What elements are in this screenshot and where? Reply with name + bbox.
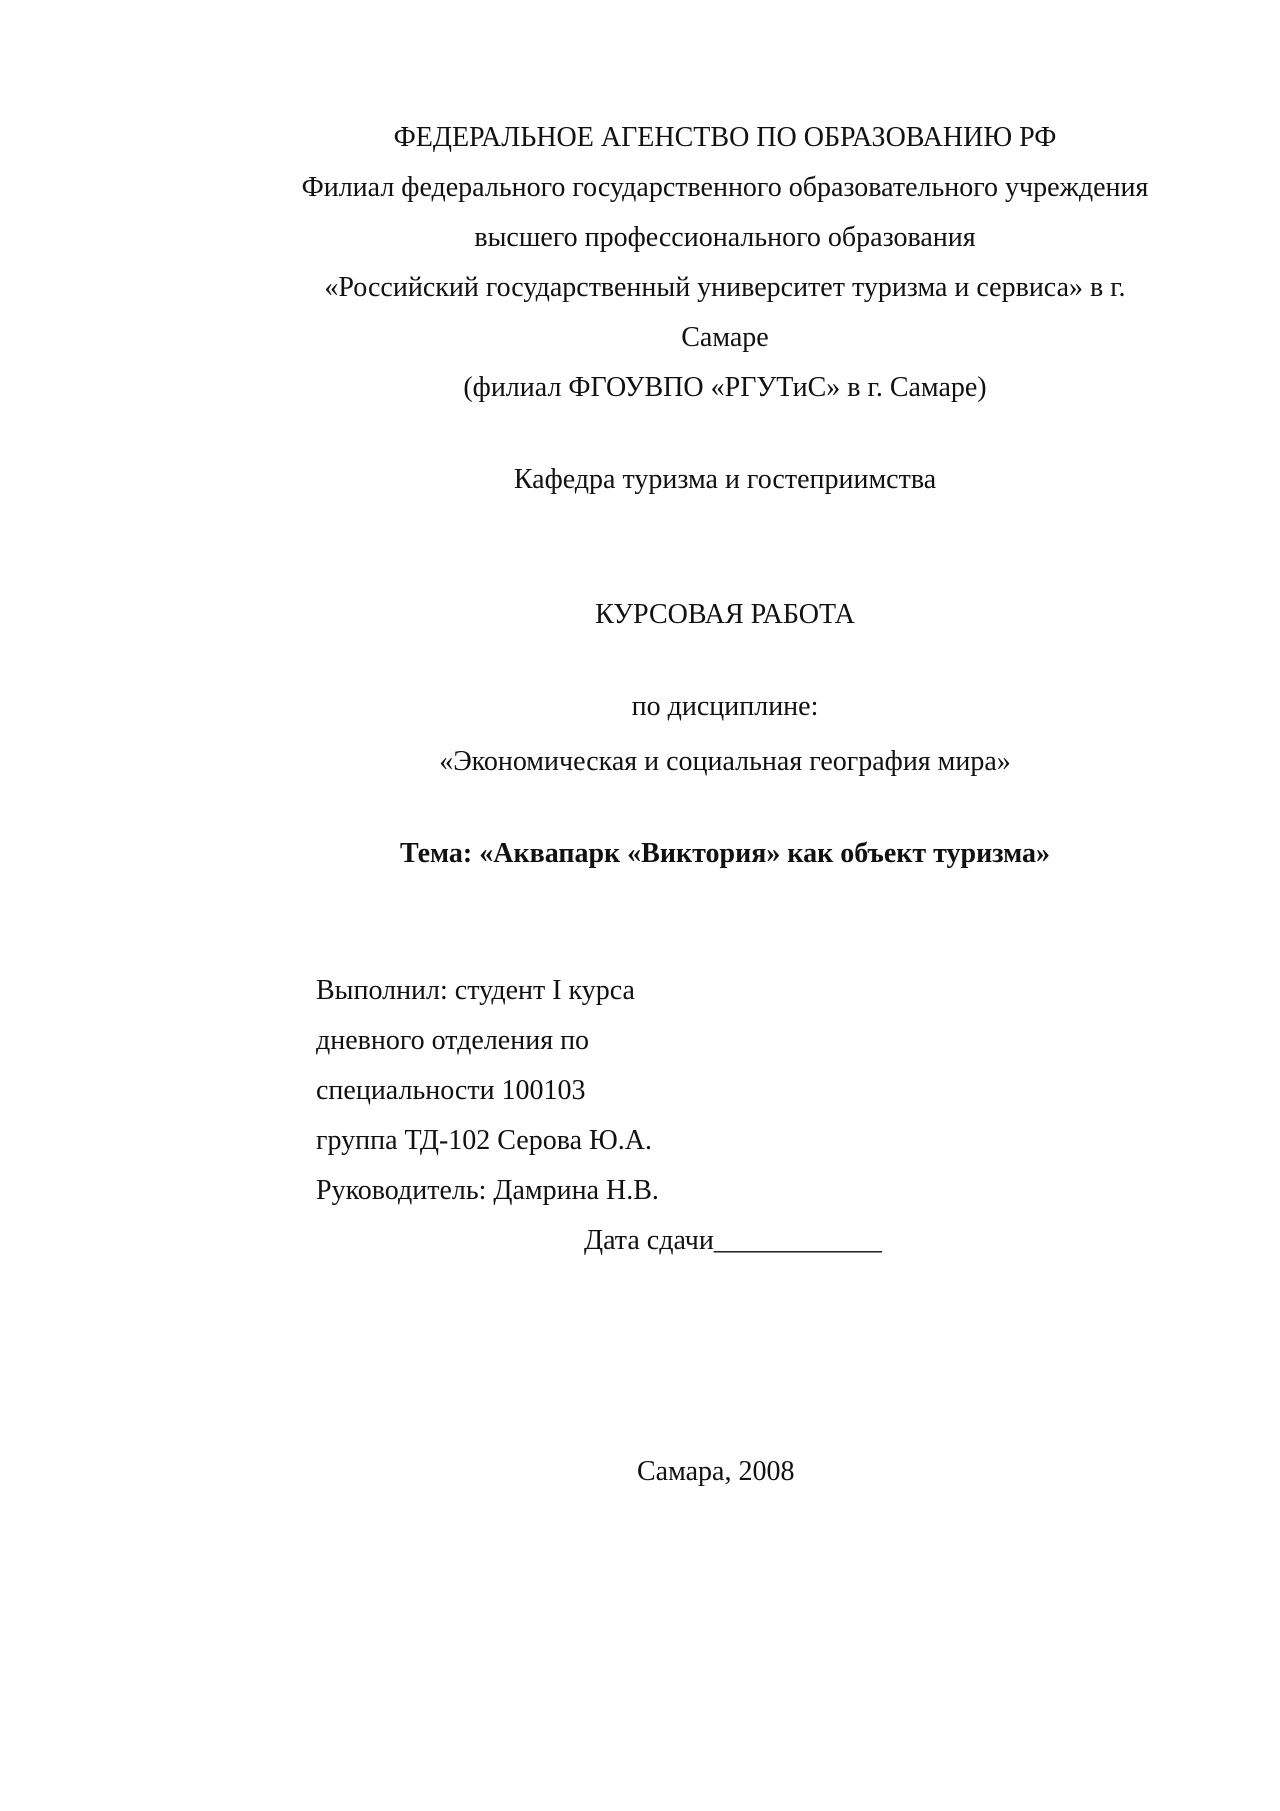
university-line-2: Самаре: [681, 322, 769, 353]
supervisor-line: Руководитель: Дамрина Н.В.: [316, 1175, 659, 1206]
university-abbreviation: (филиал ФГОУВПО «РГУТиС» в г. Самаре): [463, 372, 987, 403]
work-type: КУРСОВАЯ РАБОТА: [595, 599, 855, 630]
discipline-label: по дисциплине:: [631, 691, 819, 722]
university-line-1: «Российский государственный университет туризма и сервиса» в г.: [324, 272, 1126, 303]
topic: Тема: «Аквапарк «Виктория» как объект туризма»: [400, 838, 1050, 869]
author-line-1: Выполнил: студент I курса: [316, 975, 635, 1006]
author-line-4: группа ТД-102 Серова Ю.А.: [316, 1125, 652, 1156]
discipline-name: «Экономическая и социальная география мира»: [439, 746, 1011, 777]
agency-title: ФЕДЕРАЛЬНОЕ АГЕНСТВО ПО ОБРАЗОВАНИЮ РФ: [393, 122, 1057, 153]
department: Кафедра туризма и гостеприимства: [513, 464, 937, 495]
branch-line-1: Филиал федерального государственного образовательного учреждения: [301, 172, 1149, 203]
city-year: Самара, 2008: [637, 1456, 795, 1487]
submission-date: Дата сдачи____________: [584, 1225, 882, 1256]
branch-line-2: высшего профессионального образования: [474, 222, 976, 253]
author-line-3: специальности 100103: [316, 1075, 586, 1106]
author-line-2: дневного отделения по: [316, 1025, 590, 1056]
